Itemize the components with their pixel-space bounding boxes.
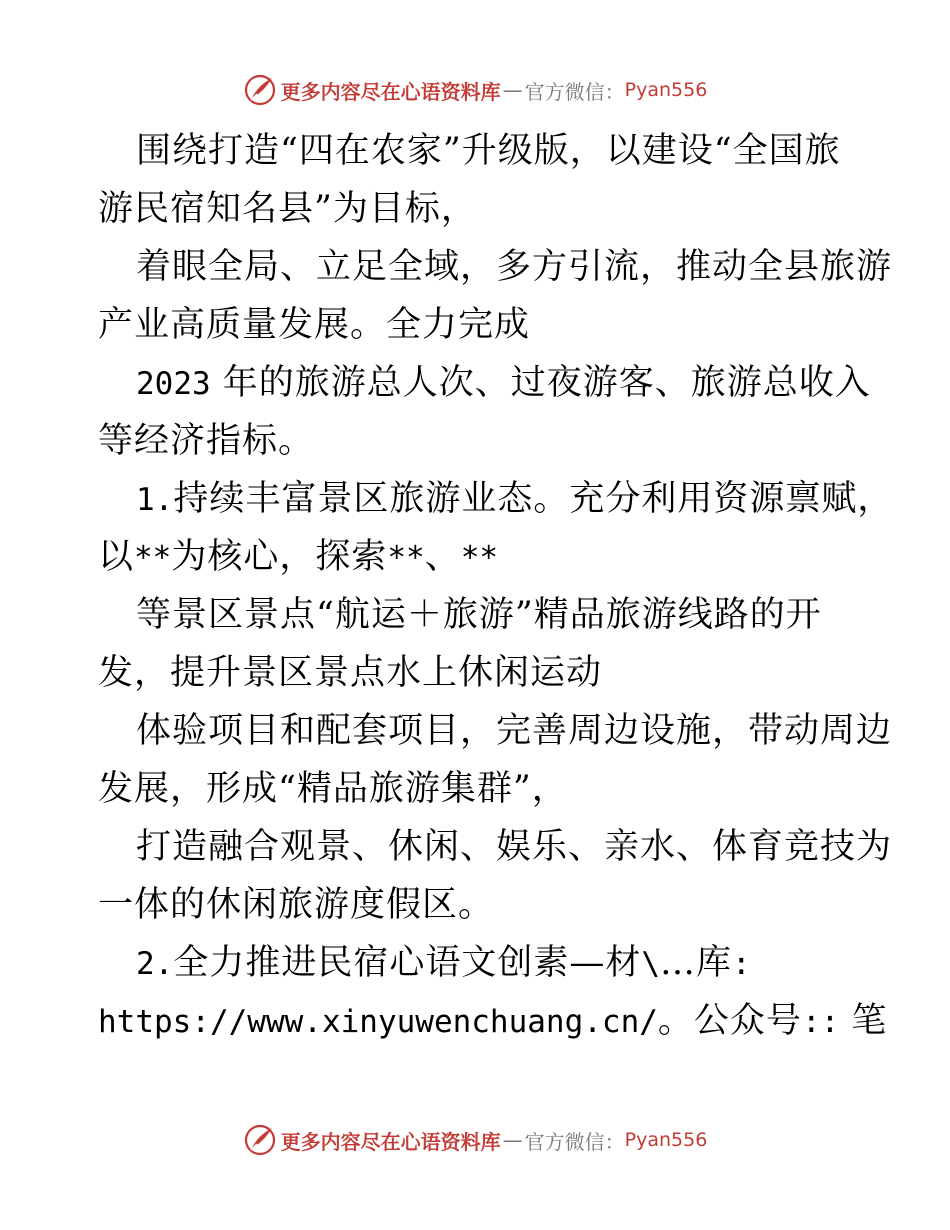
text-line: 发展，形成“精品旅游集群”， bbox=[98, 769, 568, 809]
quill-logo-icon bbox=[243, 1123, 277, 1157]
text-line: 1.持续丰富景区旅游业态。充分利用资源禀赋， bbox=[136, 479, 894, 519]
header-banner bbox=[0, 70, 950, 110]
latin-run: https://www.xinyuwenchuang.cn/ bbox=[98, 1004, 658, 1040]
header-banner-content bbox=[243, 73, 708, 107]
latin-run: ** bbox=[134, 540, 172, 576]
footer-wechat-handle: Pyan556 bbox=[624, 1129, 708, 1151]
latin-run: ** bbox=[460, 540, 499, 576]
footer-brand-text: 更多内容尽在心语资料库 bbox=[280, 1129, 501, 1154]
text-line: 体验项目和配套项目，完善周边设施，带动周边 bbox=[136, 711, 893, 751]
quill-logo-icon bbox=[243, 73, 277, 107]
text-line: 等经济指标。 bbox=[98, 421, 315, 461]
text-line: https://www.xinyuwenchuang.cn/。公众号:: 笔 bbox=[98, 1001, 888, 1041]
footer-banner-content bbox=[243, 1123, 708, 1157]
text-line: 游民宿知名县”为目标， bbox=[98, 189, 477, 229]
text-line: 2.全力推进民宿心语文创素—材\…库: bbox=[136, 943, 751, 983]
latin-run: ** bbox=[387, 540, 425, 576]
text-line: 2023 年的旅游总人次、过夜游客、旅游总收入 bbox=[136, 363, 871, 403]
latin-run: 2023 bbox=[136, 366, 211, 402]
header-wechat-handle: Pyan556 bbox=[624, 79, 708, 101]
latin-run: 2. bbox=[136, 946, 174, 982]
header-dash: — bbox=[502, 78, 523, 102]
footer-dash: — bbox=[502, 1128, 523, 1152]
text-line: 着眼全局、立足全域，多方引流，推动全县旅游 bbox=[136, 247, 893, 287]
footer-contact-label: 官方微信： bbox=[524, 1129, 625, 1154]
latin-run: : bbox=[732, 946, 751, 982]
header-contact-label: 官方微信： bbox=[524, 79, 625, 104]
header-brand-text: 更多内容尽在心语资料库 bbox=[280, 79, 501, 104]
text-line: 以**为核心，探索**、** bbox=[98, 537, 499, 577]
document-body bbox=[98, 122, 894, 1050]
footer-banner bbox=[0, 1120, 950, 1160]
text-line: 一体的休闲旅游度假区。 bbox=[98, 885, 495, 925]
latin-run: :: bbox=[801, 1004, 840, 1040]
text-line: 产业高质量发展。全力完成 bbox=[98, 305, 531, 345]
text-line: 围绕打造“四在农家”升级版，以建设“全国旅 bbox=[136, 131, 841, 171]
text-line: 等景区景点“航运＋旅游”精品旅游线路的开 bbox=[136, 595, 822, 635]
latin-run: \ bbox=[641, 946, 661, 982]
text-line: 打造融合观景、休闲、娱乐、亲水、体育竞技为 bbox=[136, 827, 893, 867]
text-line: 发，提升景区景点水上休闲运动 bbox=[98, 653, 603, 693]
latin-run: 1. bbox=[136, 482, 174, 518]
